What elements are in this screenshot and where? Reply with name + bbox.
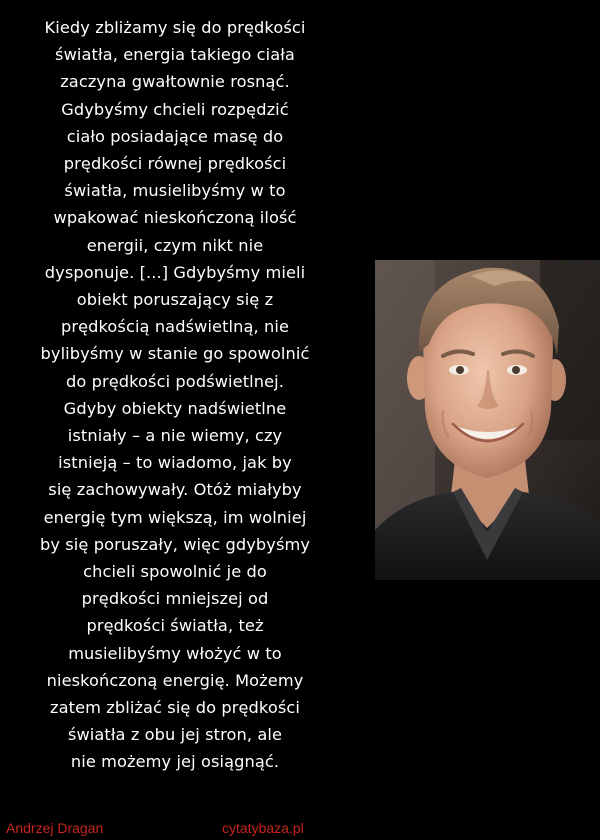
quote-line: dysponuje. [...] Gdybyśmy mieli xyxy=(44,262,306,282)
quote-line: musielibyśmy włożyć w to xyxy=(68,643,282,663)
quote-line: bylibyśmy w stanie go spowolnić xyxy=(40,344,310,364)
author-name[interactable]: Andrzej Dragan xyxy=(6,820,104,836)
quote-line: prędkości równej prędkości xyxy=(63,154,287,174)
quote-line: prędkości mniejszej od xyxy=(81,589,269,609)
quote-line: do prędkości podświetlnej. xyxy=(65,371,285,391)
quote-line: światła, musielibyśmy w to xyxy=(64,181,286,201)
quote-line: Gdybyśmy chcieli rozpędzić xyxy=(61,99,289,119)
author-portrait xyxy=(375,260,600,580)
quote-line: światła z obu jej stron, ale xyxy=(67,725,283,745)
quote-line: zatem zbliżać się do prędkości xyxy=(50,698,300,718)
quote-line: obiekt poruszający się z xyxy=(76,290,274,310)
quote-line: istnieją – to wiadomo, jak by xyxy=(58,453,292,473)
quote-line: prędkości światła, też xyxy=(86,616,264,636)
quote-line: Kiedy zbliżamy się do prędkości xyxy=(44,18,306,37)
quote-line: chcieli spowolnić je do xyxy=(83,562,267,582)
quote-line: istniały – a nie wiemy, czy xyxy=(67,426,283,446)
portrait-image xyxy=(375,260,600,580)
site-name[interactable]: cytatybaza.pl xyxy=(222,820,304,836)
quote-line: się zachowywały. Otóż miałyby xyxy=(48,480,302,500)
quote-line: Gdyby obiekty nadświetlne xyxy=(63,398,287,418)
quote-line: zaczyna gwałtownie rosnąć. xyxy=(60,72,290,92)
quote-line: energię tym większą, im wolniej xyxy=(43,507,307,527)
quote-line: wpakować nieskończoną ilość xyxy=(53,208,297,228)
quote-line: prędkością nadświetlną, nie xyxy=(60,317,290,337)
quote-line: nie możemy jej osiągnąć. xyxy=(70,752,280,772)
quote-line: światła, energia takiego ciała xyxy=(55,45,295,65)
quote-text xyxy=(10,14,340,776)
quote-line: energii, czym nikt nie xyxy=(86,235,264,255)
quote-line: nieskończoną energię. Możemy xyxy=(46,670,304,690)
quote-line: ciało posiadające masę do xyxy=(66,126,284,146)
quote-line: by się poruszały, więc gdybyśmy xyxy=(39,534,311,554)
